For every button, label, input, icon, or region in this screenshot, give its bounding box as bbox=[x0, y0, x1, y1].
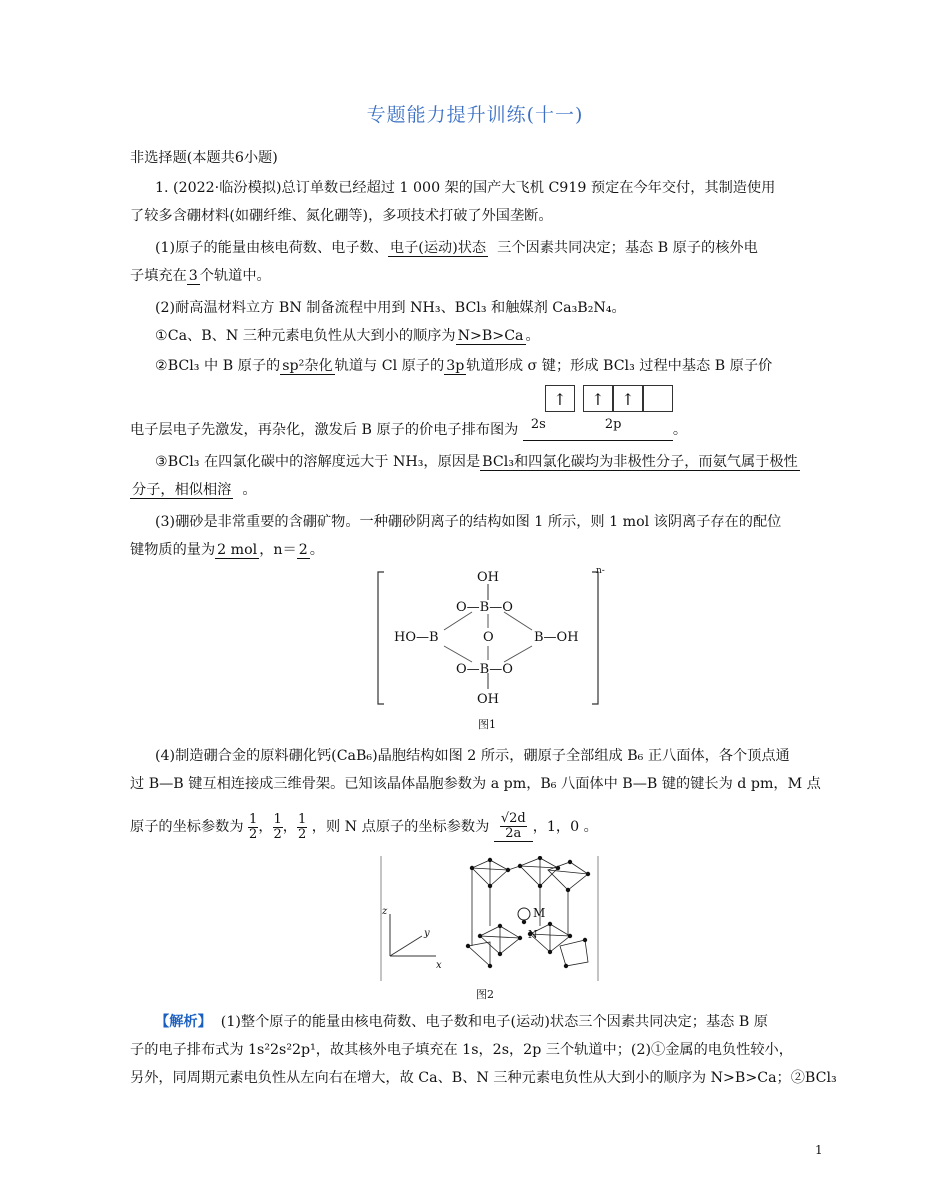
numerator: √2d bbox=[500, 811, 526, 826]
text: (1)整个原子的能量由核电荷数、电子数和电子(运动)状态三个因素共同决定；基态 B 原 bbox=[220, 1014, 768, 1030]
answer-blank: 3 bbox=[188, 268, 198, 284]
axis-z-label: z bbox=[382, 906, 388, 917]
fraction-half bbox=[273, 813, 283, 842]
text: 。 bbox=[672, 422, 688, 438]
oh-top: OH bbox=[477, 570, 499, 585]
answer-blank: N>B>Ca bbox=[457, 328, 524, 344]
q1-part2-1 bbox=[155, 326, 855, 346]
b-oh-right: B—OH bbox=[534, 630, 579, 645]
ion-charge: n- bbox=[596, 566, 605, 576]
crystal-cell-svg bbox=[380, 856, 602, 1004]
page-title: 专题能力提升训练(十一) bbox=[366, 104, 584, 126]
orbital-2p-box-3 bbox=[643, 385, 673, 412]
q1-part1-line2 bbox=[130, 266, 830, 286]
label-2p: 2p bbox=[604, 417, 622, 432]
text: ，1，0 。 bbox=[532, 819, 598, 835]
answer-fraction bbox=[494, 812, 533, 842]
q1-part2: (2)耐高温材料立方 BN 制备流程中用到 NH₃、BCl₃ 和触媒剂 Ca₃B₂N₄。 bbox=[155, 300, 626, 316]
label-2s: 2s bbox=[530, 417, 546, 432]
figure-1-caption: 图1 bbox=[478, 718, 496, 731]
answer-blank: 3p bbox=[446, 358, 465, 374]
text: ，n＝ bbox=[259, 542, 297, 558]
q1-part2-2 bbox=[155, 356, 855, 376]
text: ，则 N 点原子的坐标参数为 bbox=[311, 819, 490, 835]
q1-intro-line2: 了较多含硼材料(如硼纤维、氮化硼等)，多项技术打破了外国垄断。 bbox=[130, 208, 553, 224]
denominator: 2 bbox=[249, 826, 258, 842]
label-m: M bbox=[533, 906, 546, 920]
answer-blank: 分子，相似相溶 bbox=[132, 482, 232, 498]
text: (1)原子的能量由核电荷数、电子数、 bbox=[155, 240, 388, 256]
q1-part4-line2: 过 B—B 键互相连接成三维骨架。已知该晶体晶胞参数为 a pm，B₆ 八面体中 B—B 键的键长为 d pm，M 点 bbox=[130, 776, 821, 792]
numerator: 1 bbox=[249, 811, 258, 827]
oh-bottom: OH bbox=[477, 692, 499, 707]
axis-y-label: y bbox=[424, 928, 430, 939]
answer-blank: sp²杂化 bbox=[282, 358, 333, 374]
answer-blank: 电子(运动)状态 bbox=[389, 240, 487, 256]
text: 子填充在 bbox=[130, 268, 187, 284]
fraction-half bbox=[248, 813, 258, 842]
text: ③BCl₃ 在四氯化碳中的溶解度远大于 NH₃，原因是 bbox=[155, 454, 481, 470]
analysis-line2: 子的电子排布式为 1s²2s²2p¹，故其核外电子填充在 1s，2s，2p 三个轨道中；(2)①金属的电负性较小， bbox=[130, 1042, 793, 1058]
text: 原子的坐标参数为 bbox=[130, 819, 244, 835]
analysis-tag: 【解析】 bbox=[155, 1014, 212, 1030]
text: 三个因素共同决定；基态 B 原子的核外电 bbox=[497, 240, 758, 256]
denominator: 2 bbox=[298, 826, 307, 842]
orbital-2p-box-1: ↑ bbox=[583, 385, 613, 412]
fraction-half bbox=[297, 813, 307, 842]
section-heading: 非选择题(本题共6小题) bbox=[130, 150, 278, 166]
q1-part3-line2 bbox=[130, 540, 830, 560]
answer-blank: BCl₃和四氯化碳均为非极性分子，而氨气属于极性 bbox=[482, 454, 798, 470]
text: 轨道形成 σ 键；形成 BCl₃ 过程中基态 B 原子价 bbox=[466, 358, 773, 374]
text: 。 bbox=[525, 328, 540, 344]
orbital-label-blank bbox=[523, 417, 673, 441]
text: 个轨道中。 bbox=[199, 268, 271, 284]
figure-2 bbox=[380, 856, 602, 1004]
answer-blank: 2 mol bbox=[217, 542, 258, 558]
orbital-2p-box-2: ↑ bbox=[613, 385, 643, 412]
numerator: 1 bbox=[298, 811, 307, 827]
text: ②BCl₃ 中 B 原子的 bbox=[155, 358, 281, 374]
borax-structure-svg bbox=[372, 566, 612, 736]
analysis-line1 bbox=[155, 1012, 855, 1032]
answer-blank: 2 bbox=[298, 542, 308, 558]
o-center: O bbox=[483, 630, 494, 645]
page-number: 1 bbox=[815, 1143, 823, 1157]
q1-part1-line1 bbox=[155, 238, 855, 258]
numerator: 1 bbox=[273, 811, 282, 827]
q1-part2-2-cont bbox=[130, 417, 830, 441]
axis-x-label: x bbox=[436, 960, 442, 971]
ho-b-left: HO—B bbox=[394, 630, 439, 645]
q1-part2-3-line1 bbox=[155, 452, 855, 472]
figure-1 bbox=[372, 566, 612, 736]
text: 。 bbox=[309, 542, 324, 558]
text: 轨道与 Cl 原子的 bbox=[334, 358, 445, 374]
denominator: 2 bbox=[273, 826, 282, 842]
label-n: N bbox=[528, 928, 538, 941]
text: ①Ca、B、N 三种元素电负性从大到小的顺序为 bbox=[155, 328, 456, 344]
q1-part3-line1: (3)硼砂是非常重要的含硼矿物。一种硼砂阴离子的结构如图 1 所示，则 1 mol 该阴离子存在的配位 bbox=[155, 514, 782, 530]
o-b-o-bottom: O—B—O bbox=[456, 662, 513, 677]
q1-part4-line3: 原子的坐标参数为 $\frac{1}{2}$ ， $\frac{1}{2}$ ， $\frac{1}{2}$ ，则 N 点原子的坐标参数为 $\frac{√2d}{2a}$ ，1，0 。 bbox=[130, 811, 598, 842]
denominator: 2a bbox=[505, 826, 522, 841]
q1-part4-line1: (4)制造硼合金的原料硼化钙(CaB₆)晶胞结构如图 2 所示，硼原子全部组成 B₆ 正八面体，各个顶点通 bbox=[155, 748, 790, 764]
figure-2-caption: 图2 bbox=[476, 988, 494, 1001]
q1-intro-line1: 1. (2022·临汾模拟)总订单数已经超过 1 000 架的国产大飞机 C919 预定在今年交付，其制造使用 bbox=[155, 180, 776, 196]
text: 。 bbox=[242, 482, 257, 498]
orbital-2s-box: ↑ bbox=[545, 385, 575, 412]
o-b-o-top: O—B—O bbox=[456, 600, 513, 615]
text: 电子层电子先激发，再杂化，激发后 B 原子的价电子排布图为 bbox=[130, 422, 519, 438]
analysis-line3: 另外，同周期元素电负性从左向右在增大，故 Ca、B、N 三种元素电负性从大到小的顺序为 N>B>Ca；②BCl₃ bbox=[130, 1070, 837, 1086]
q1-part2-3-line2 bbox=[130, 480, 830, 500]
text: 键物质的量为 bbox=[130, 542, 216, 558]
